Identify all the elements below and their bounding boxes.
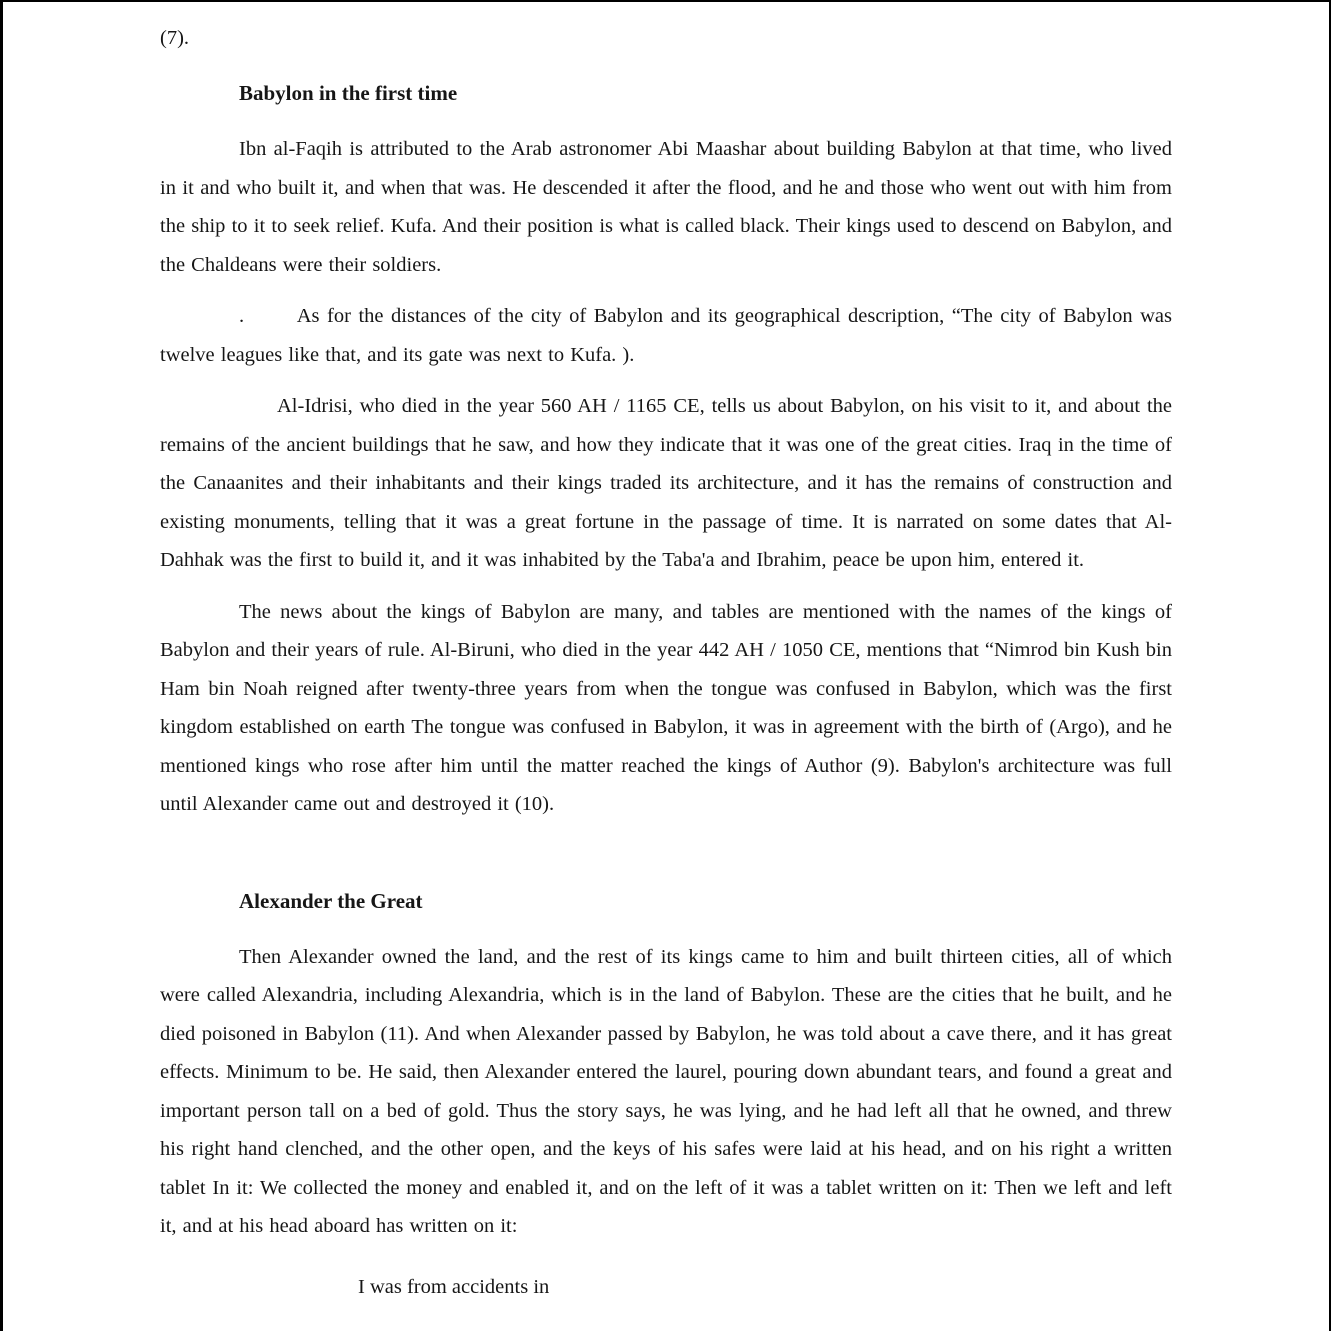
scan-border-left	[0, 0, 3, 1331]
section-heading-babylon: Babylon in the first time	[239, 81, 458, 105]
paragraph: The news about the kings of Babylon are many, and tables are mentioned with the names of the kings of Babylon and their years of rule. Al-Biruni, who died in the year 442 AH / 1050 CE, mentions that “Nimrod bin Kush bin Ham bin Noah reigned after twenty-three years from when the tongue was confused in Babylon, which was the first kingdom established on earth The tongue was confused in Babylon, it was in agreement with the birth of (Argo), and he mentioned kings who rose after him until the matter reached the kings of Author (9). Babylon's architecture was full until Alexander came out and destroyed it (10).	[160, 600, 1172, 815]
section-heading-alexander: Alexander the Great	[239, 888, 423, 913]
paragraph: Ibn al-Faqih is attributed to the Arab astronomer Abi Maashar about building Babylon at that time, who lived in it and who built it, and when that was. He descended it after the flood, and he and those who went out with him from the ship to it to seek relief. Kufa. And their position is what is called black. Their kings used to descend on Babylon, and the Chaldeans were their soldiers.	[160, 138, 1172, 276]
paragraph: Al-Idrisi, who died in the year 560 AH / 1165 CE, tells us about Babylon, on his visit to it, and about the remains of the ancient buildings that he saw, and how they indicate that it was one of the great cities. Iraq in the time of the Canaanites and their inhabitants and their kings traded its architecture, and it has the remains of construction and existing monuments, telling that it was a great fortune in the passage of time. It is narrated on some dates that Al-Dahhak was the first to build it, and it was inhabited by the Taba'a and Ibrahim, peace be upon him, entered it.	[160, 395, 1172, 571]
scan-border-top	[0, 0, 1331, 2]
quote-line-partial: I was from accidents in	[358, 1275, 550, 1298]
page-number: (7).	[160, 27, 190, 49]
paragraph: Then Alexander owned the land, and the rest of its kings came to him and built thirteen cities, all of which were called Alexandria, including Alexandria, which is in the land of Babylon. These are the cities that he built, and he died poisoned in Babylon (11). And when Alexander passed by Babylon, he was told about a cave there, and it has great effects. Minimum to be. He said, then Alexander entered the laurel, pouring down abundant tears, and found a great and important person tall on a bed of gold. Thus the story says, he was lying, and he had left all that he owned, and threw his right hand clenched, and the other open, and the keys of his safes were laid at his head, and on his right a written tablet In it: We collected the money and enabled it, and on the left of it was a tablet written on it: Then we left and left it, and at his head aboard has written on it:	[160, 945, 1172, 1237]
paragraph: . As for the distances of the city of Babylon and its geographical description, “The city of Babylon was twelve leagues like that, and its gate was next to Kufa. ).	[160, 305, 1172, 366]
